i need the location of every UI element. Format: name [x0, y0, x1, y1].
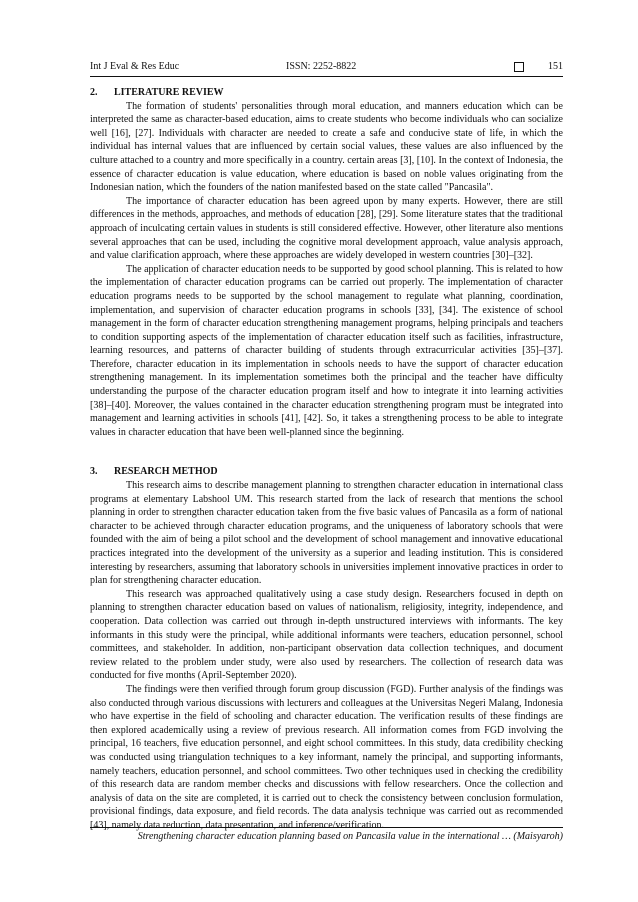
section-number: 3. — [90, 466, 98, 478]
issn: ISSN: 2252-8822 — [286, 61, 357, 72]
running-footer: Strengthening character education planning based on Pancasila value in the international … (Maisyaroh) — [137, 831, 563, 842]
header-rule — [90, 76, 563, 77]
section-title: LITERATURE REVIEW — [114, 87, 224, 98]
checkbox-square-icon — [514, 62, 524, 72]
page-number: 151 — [548, 61, 563, 72]
running-header — [90, 60, 563, 74]
section-title: RESEARCH METHOD — [114, 466, 218, 478]
paragraph: The importance of character education has been agreed upon by many experts. However, there are still differences in the methods, approaches, and methods of education [28], [29]. Some literature states that the traditional approach of inculcating certain values in students is still considered effective. However, other literature also mentions several approaches that can be used, including the cognitive moral development approach, value analysis approach, and value clarification approach, where these approaches are widely developed in western countries [30]–[32]. — [90, 195, 563, 262]
section-number: 2. — [90, 87, 98, 98]
paragraph: This research aims to describe management planning to strengthen character education in international class programs at elementary Labshool UM. This research started from the lack of research that mentions the school planning in order to strengthen character education taken from the five basic values of Pancasila as a form of national character to be achieved through character education programs, and the uniqueness of laboratory schools that were founded with the aim of being a pilot school and the development of school management and innovative educational practices integrated into the development of the university as a superior and leading institution. This is considered interesting by researchers, assuming that laboratory schools in universities implement innovative practices in order to plan for strengthening character education. — [90, 480, 563, 587]
paragraph: This research was approached qualitatively using a case study design. Researchers focused in depth on planning to strengthen character education based on values of nationalism, religiosity, integrity, independence, and cooperation. Data collection was carried out through in-depth unstructured interviews with informants. The key informants in this study were the principal, while additional informants were teachers, education personnel, school committees, and stakeholder. In addition, non-participant observation data collection techniques, and document review related to the problem under study, were also used by researchers. The collection of research data was conducted for five months (April-September 2020). — [90, 588, 563, 682]
section-heading-literature-review — [90, 86, 563, 100]
paragraph: The formation of students' personalities through moral education, and manners education which can be interpreted the same as character-based education, aims to create students who become individuals who can socialize well [16], [27]. Individuals with character are needed to create a safe and conducive state of life, in which the individual has internal values that are influenced by certain social values, these values are also influenced by the culture attached to a country and more specifically in a country. certain areas [3], [10]. In the context of Indonesia, the essence of character education is value education, where education is based on noble values originating from the Indonesian nation, which the founders of the nation manifested based on the state called "Pancasila". — [90, 100, 563, 194]
section-heading-research-method — [90, 465, 563, 479]
paragraph: The findings were then verified through forum group discussion (FGD). Further analysis of the findings was also conducted through various discussions with lecturers and colleagues at the Universitas Negeri Malang, Indonesia who have expertise in the field of schooling and character education. The verification results of these findings are then explored academically using a review of previous research. All information comes from FGD involving the principal, 16 teachers, five education personnel, and eight school committees. In this study, data credibility checking was conducted using triangulation techniques to a key informant, namely the principal, and supporting informants, namely teachers, education personnel, and school committees. Two other techniques used in checking the credibility of this research data are random member checks and discussions with fellow researchers. Once the collection and analysis of data on the site are completed, it is carried out to check the consistency between conclusion formulation, provisional findings, data exposure, and field records. The data analysis technique was carried out as recommended [43], namely data reduction, data presentation, and inference/verification. — [90, 683, 563, 831]
main-text — [90, 86, 563, 832]
paragraph: The application of character education needs to be supported by good school planning. This is related to how the implementation of character education programs can be carried out properly. The implementation of character education programs needs to be supported by the school management to regulate what planning, coordination, implementation, and supervision of character education programs in schools [33], [34]. The existence of school management in the form of character education strengthening management programs, helping principals and teachers to condition supporting aspects of the implementation of character education itself such as facilities, infrastructure, learning resources, and patterns of character building of students through extracurricular activities [35]–[37]. Therefore, character education in its implementation in schools needs to have the support of character education strengthening management. In its implementation sometimes both the principal and the teacher have difficulty understanding the purpose of the character education program itself and how to integrate it into learning activities [38]–[40]. Moreover, the values contained in the character education strengthening program must be integrated into management and learning activities in schools [41], [42]. So, it takes a strengthening process to be able to integrate values in character education that have been well-planned since the beginning. — [90, 263, 563, 438]
section-gap — [90, 439, 563, 465]
footer-rule — [90, 827, 563, 828]
journal-name: Int J Eval & Res Educ — [90, 61, 180, 72]
